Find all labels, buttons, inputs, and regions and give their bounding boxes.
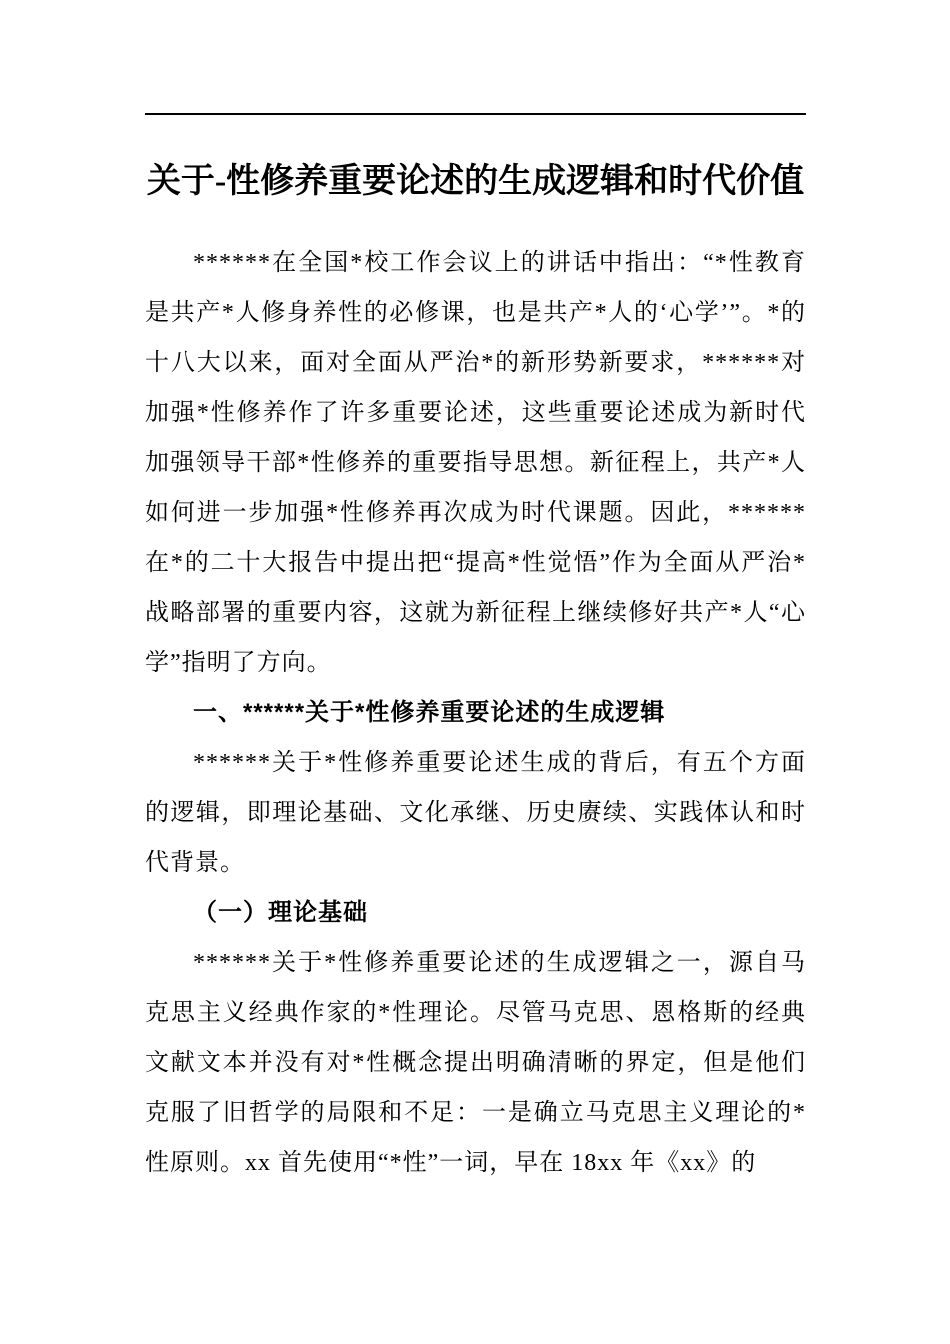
paragraph-intro: ******在全国*校工作会议上的讲话中指出：“*性教育是共产*人修身养性的必修课，也是共产*人的‘心学’”。*的十八大以来，面对全面从严治*的新形势新要求，******对加强*性修养作了许多重要论述，这些重要论述成为新时代加强领导干部*性修养的重要指导思想。新征程上，共产*人如何进一步加强*性修养再次成为时代课题。因此，******在*的二十大报告中提出把“提高*性觉悟”作为全面从严治*战略部署的重要内容，这就为新征程上继续修好共产*人“心学”指明了方向。	[145, 250, 806, 676]
section-heading-1: 一、******关于*性修养重要论述的生成逻辑	[193, 699, 666, 726]
paragraph-section-overview: ******关于*性修养重要论述生成的背后，有五个方面的逻辑，即理论基础、文化承继、历史赓续、实践体认和时代背景。	[145, 750, 806, 876]
header-rule	[145, 113, 806, 115]
document-title: 关于-性修养重要论述的生成逻辑和时代价值	[146, 163, 805, 200]
subsection-heading-1-1: （一）理论基础	[193, 900, 368, 926]
paragraph-theory-basis: ******关于*性修养重要论述的生成逻辑之一，源自马克思主义经典作家的*性理论。尽管马克思、恩格斯的经典文献文本并没有对*性概念提出明确清晰的界定，但是他们克服了旧哲学的局限和不足：一是确立马克思主义理论的*性原则。xx 首先使用“*性”一词，早在 18xx 年《xx》的	[145, 950, 806, 1176]
